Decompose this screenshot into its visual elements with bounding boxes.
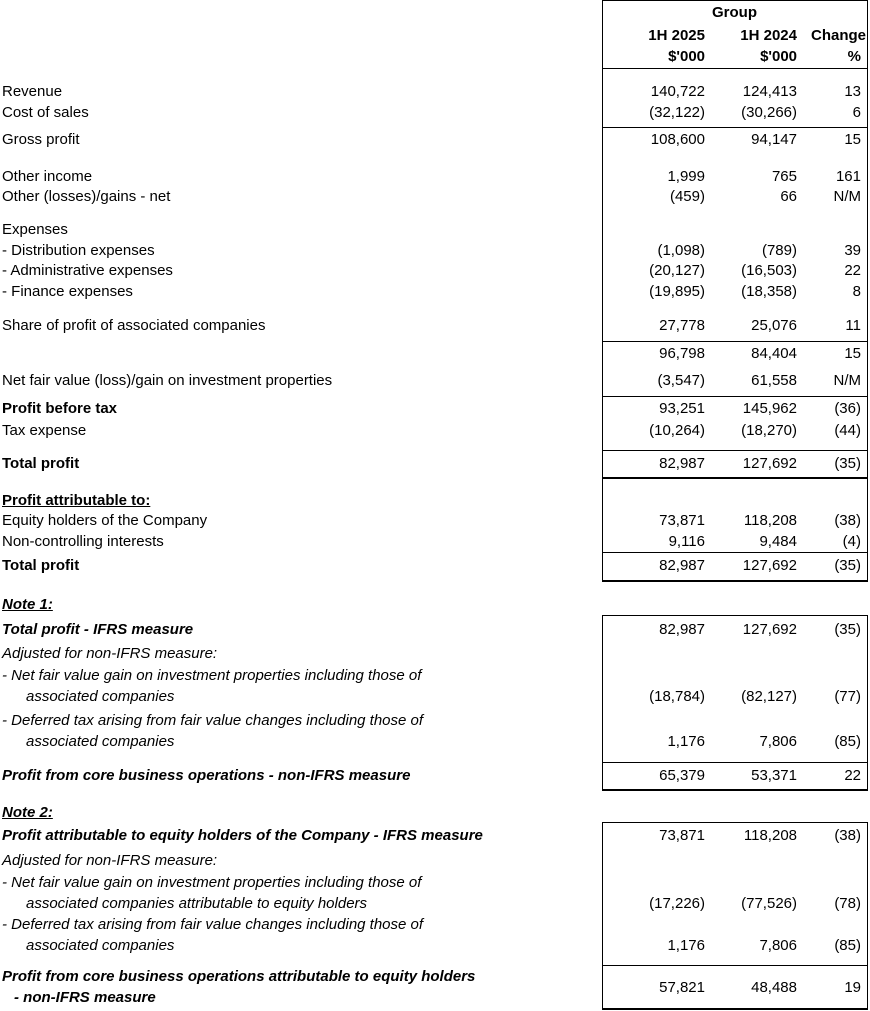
value-1h2024: 25,076 [751, 317, 797, 334]
table-row [0, 317, 870, 335]
col1-header-unit: $'000 [668, 48, 705, 65]
value-1h2025: 82,987 [659, 621, 705, 638]
value-1h2024: 118,208 [743, 512, 797, 529]
row-label: Adjusted for non-IFRS measure: [2, 645, 218, 662]
value-1h2025: (459) [669, 188, 705, 205]
value-1h2024: 9,484 [759, 533, 797, 550]
row-label: Other (losses)/gains - net [2, 188, 171, 205]
value-1h2024: 765 [771, 168, 797, 185]
value-1h2024: 48,488 [751, 979, 797, 996]
table-row [0, 533, 870, 551]
table-row [0, 667, 870, 685]
row-label: Share of profit of associated companies [2, 317, 266, 334]
table-row [0, 557, 870, 575]
table-row [0, 188, 870, 206]
row-label: - Deferred tax arising from fair value changes including those of [2, 916, 424, 933]
col3-header-pct: % [847, 48, 861, 65]
value-1h2024: 66 [780, 188, 797, 205]
value-1h2025: 108,600 [650, 131, 705, 148]
row-label: - Net fair value gain on investment properties including those of [2, 874, 422, 891]
note2-heading-row [0, 804, 870, 822]
value-1h2025: 82,987 [659, 557, 705, 574]
table-row [0, 895, 870, 913]
value-1h2024: 145,962 [742, 400, 797, 417]
value-1h2025: 96,798 [659, 345, 705, 362]
row-label-continued: - non-IFRS measure [14, 989, 156, 1006]
value-1h2025: 57,821 [659, 979, 705, 996]
row-label: Gross profit [2, 131, 80, 148]
value-change: 15 [844, 131, 861, 148]
value-1h2024: 127,692 [742, 621, 797, 638]
table-row [0, 874, 870, 892]
double-rule [602, 1008, 868, 1010]
table-row [0, 372, 870, 390]
value-change: (36) [834, 400, 861, 417]
col2-header-year: 1H 2024 [740, 27, 797, 44]
double-rule [602, 580, 868, 582]
value-1h2025: (17,226) [649, 895, 705, 912]
value-1h2025: (1,098) [657, 242, 705, 259]
rule [602, 450, 868, 451]
value-1h2025: (32,122) [649, 104, 705, 121]
table-row [0, 767, 870, 785]
value-change: 161 [835, 168, 861, 185]
row-label-continued: associated companies [26, 733, 175, 750]
table-row [0, 422, 870, 440]
row-label: - Finance expenses [2, 283, 133, 300]
value-1h2024: 53,371 [751, 767, 797, 784]
note2-top-border [602, 822, 868, 823]
value-1h2025: (18,784) [649, 688, 705, 705]
row-label: Expenses [2, 221, 68, 238]
table-row [0, 104, 870, 122]
note2-heading: Note 2: [2, 804, 53, 821]
value-change: 22 [844, 262, 861, 279]
value-change: N/M [833, 188, 861, 205]
table-row [0, 221, 870, 239]
table-row [0, 916, 870, 934]
value-1h2024: 84,404 [751, 345, 797, 362]
row-label: Profit from core business operations attributable to equity holders [2, 968, 476, 985]
value-1h2025: 1,176 [667, 733, 705, 750]
value-1h2025: 27,778 [659, 317, 705, 334]
row-label: Profit attributable to equity holders of the Company - IFRS measure [2, 827, 483, 844]
row-label: Other income [2, 168, 93, 185]
group-header: Group [712, 4, 757, 21]
header-top-border [602, 0, 868, 1]
double-rule [602, 789, 868, 791]
table-row [0, 733, 870, 751]
row-label-continued: associated companies attributable to equity holders [26, 895, 368, 912]
value-change: (4) [842, 533, 861, 550]
value-change: 13 [844, 83, 861, 100]
value-1h2024: (789) [761, 242, 797, 259]
note1-top-border [602, 615, 868, 616]
col3-header-change: Change [810, 27, 866, 44]
table-row [0, 400, 870, 418]
double-rule [602, 477, 868, 479]
rule [602, 341, 868, 342]
row-label-continued: associated companies [26, 688, 175, 705]
value-1h2025: 9,116 [668, 533, 705, 550]
row-label: - Net fair value gain on investment properties including those of [2, 667, 422, 684]
value-1h2025: 93,251 [659, 400, 705, 417]
value-change: (38) [834, 512, 861, 529]
table-row [0, 242, 870, 260]
row-label: Non-controlling interests [2, 533, 164, 550]
value-1h2024: (82,127) [741, 688, 797, 705]
value-change: (77) [834, 688, 861, 705]
value-1h2024: 118,208 [743, 827, 797, 844]
value-1h2025: (20,127) [649, 262, 705, 279]
row-label: Cost of sales [2, 104, 89, 121]
note1-heading: Note 1: [2, 596, 53, 613]
value-1h2024: 7,806 [759, 733, 797, 750]
row-label: Net fair value (loss)/gain on investment properties [2, 372, 333, 389]
value-1h2025: (10,264) [649, 422, 705, 439]
row-label-continued: associated companies [26, 937, 175, 954]
value-1h2025: 140,722 [650, 83, 705, 100]
row-label: - Distribution expenses [2, 242, 155, 259]
rule [602, 762, 868, 763]
table-row [0, 455, 870, 473]
table-row [0, 645, 870, 663]
value-change: (35) [834, 621, 861, 638]
row-label: - Deferred tax arising from fair value changes including those of [2, 712, 424, 729]
row-label: Tax expense [2, 422, 87, 439]
value-1h2025: (19,895) [649, 283, 705, 300]
table-row [0, 83, 870, 101]
value-1h2024: (18,270) [741, 422, 797, 439]
table-row [0, 712, 870, 730]
row-label: Total profit [2, 557, 80, 574]
value-1h2024: (16,503) [741, 262, 797, 279]
row-label: Total profit - IFRS measure [2, 621, 194, 638]
value-1h2025: 82,987 [659, 455, 705, 472]
table-row [0, 512, 870, 530]
table-row [0, 283, 870, 301]
row-label: - Administrative expenses [2, 262, 173, 279]
value-change: 8 [852, 283, 861, 300]
col1-header-year: 1H 2025 [648, 27, 705, 44]
value-change: 6 [852, 104, 861, 121]
table-row [0, 827, 870, 845]
value-change: (85) [834, 733, 861, 750]
value-1h2024: 127,692 [742, 455, 797, 472]
value-change: N/M [833, 372, 861, 389]
rule [602, 396, 868, 397]
value-1h2024: 7,806 [759, 937, 797, 954]
value-change: (85) [834, 937, 861, 954]
value-change: 39 [844, 242, 861, 259]
table-row [0, 262, 870, 280]
value-1h2025: 1,176 [667, 937, 705, 954]
table-row [0, 989, 870, 1007]
row-label: Adjusted for non-IFRS measure: [2, 852, 218, 869]
note1-heading-row [0, 596, 870, 614]
value-1h2024: 127,692 [742, 557, 797, 574]
value-change: 19 [844, 979, 861, 996]
value-1h2024: (77,526) [741, 895, 797, 912]
value-change: 22 [844, 767, 861, 784]
row-label: Profit from core business operations - non-IFRS measure [2, 767, 411, 784]
value-1h2024: 94,147 [751, 131, 797, 148]
table-row [0, 131, 870, 149]
table-row [0, 168, 870, 186]
table-row [0, 937, 870, 955]
value-change: 11 [845, 317, 861, 334]
value-1h2024: 124,413 [742, 83, 797, 100]
value-1h2025: 65,379 [659, 767, 705, 784]
row-label: Equity holders of the Company [2, 512, 208, 529]
rule [602, 552, 868, 553]
table-row [0, 688, 870, 706]
value-1h2024: (30,266) [741, 104, 797, 121]
table-row [0, 492, 870, 510]
value-1h2025: 73,871 [659, 512, 705, 529]
rule [602, 127, 868, 128]
table-row [0, 621, 870, 639]
value-change: (38) [834, 827, 861, 844]
value-1h2025: (3,547) [657, 372, 705, 389]
value-1h2025: 1,999 [667, 168, 705, 185]
row-label: Profit before tax [2, 400, 118, 417]
row-label: Revenue [2, 83, 63, 100]
header-bottom-border [602, 68, 868, 69]
value-change: (35) [834, 455, 861, 472]
table-row [0, 852, 870, 870]
value-1h2024: (18,358) [741, 283, 797, 300]
rule [602, 965, 868, 966]
value-change: (78) [834, 895, 861, 912]
value-1h2025: 73,871 [659, 827, 705, 844]
row-label: Total profit [2, 455, 80, 472]
value-change: (44) [834, 422, 861, 439]
value-change: (35) [834, 557, 861, 574]
section-heading: Profit attributable to: [2, 492, 151, 509]
col2-header-unit: $'000 [760, 48, 797, 65]
value-1h2024: 61,558 [751, 372, 797, 389]
value-change: 15 [844, 345, 861, 362]
table-row [0, 345, 870, 363]
